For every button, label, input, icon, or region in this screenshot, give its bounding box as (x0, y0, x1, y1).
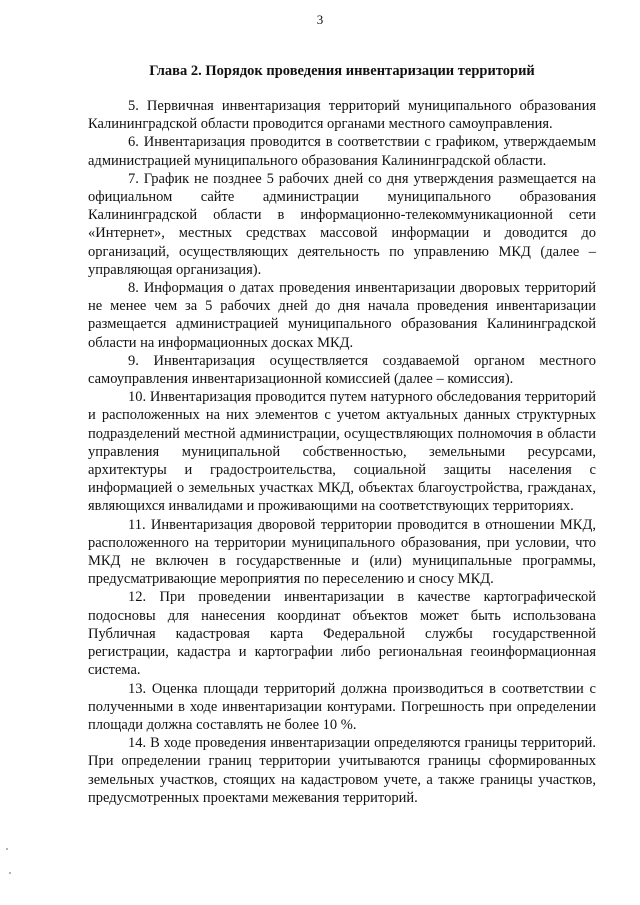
scan-speck (6, 848, 8, 850)
paragraph-10: 10. Инвентаризация проводится путем натурного обследования территорий и расположенных на них элементов с учетом актуальных данных структурных подразделений местной администрации, осуществляющих полномочия в области управления муниципальной собственностью, земельными ресурсами, архитектуры и градостроительства, социальной защиты населения с информацией о земельных участках МКД, объектах благоустройства, гражданах, являющихся инвалидами и проживающими на соответствующих территориях. (88, 389, 596, 515)
body-text (88, 97, 596, 807)
paragraph-12: 12. При проведении инвентаризации в качестве картографической подосновы для нанесения координат объектов может быть использована Публичная кадастровая карта Федеральной службы государственной регистрации, кадастра и картографии либо региональная геоинформационная система. (88, 589, 596, 679)
paragraph-5: 5. Первичная инвентаризация территорий муниципального образования Калининградской области проводится органами местного самоуправления. (88, 98, 596, 133)
paragraph-6: 6. Инвентаризация проводится в соответствии с графиком, утверждаемым администрацией муниципального образования Калининградской области. (88, 134, 596, 169)
paragraph-7: 7. График не позднее 5 рабочих дней со дня утверждения размещается на официальном сайте администрации муниципального образования Калининградской области в информационно-телекоммуникационной сети «Интернет», местных средствах массовой информации и доводится до организаций, осуществляющих деятельность по управлению МКД (далее – управляющая организация). (88, 170, 596, 278)
paragraph-11: 11. Инвентаризация дворовой территории проводится в отношении МКД, расположенного на территории муниципального образования, при условии, что МКД не включен в государственные и (или) муниципальные программы, предусматривающие мероприятия по переселению и сносу МКД. (88, 516, 596, 588)
chapter-title: Глава 2. Порядок проведения инвентаризации территорий (149, 63, 535, 79)
scan-speck (9, 872, 11, 874)
page-number: 3 (316, 12, 324, 27)
paragraph-8: 8. Информация о датах проведения инвентаризации дворовых территорий не менее чем за 5 рабочих дней до дня начала проведения инвентаризации размещается администрацией муниципального образования Калининградской области на информационных досках МКД. (88, 280, 596, 351)
paragraph-13: 13. Оценка площади территорий должна производиться в соответствии с полученными в ходе инвентаризации контурами. Погрешность при определении площади должна составлять не более 10 %. (88, 680, 596, 733)
paragraph-14: 14. В ходе проведения инвентаризации определяются границы территорий. При определении границ территории учитываются границы сформированных земельных участков, стоящих на кадастровом учете, а также границы участков, предусмотренных проектами межевания территорий. (88, 735, 596, 806)
paragraph-9: 9. Инвентаризация осуществляется создаваемой органом местного самоуправления инвентаризационной комиссией (далее – комиссия). (88, 352, 596, 388)
